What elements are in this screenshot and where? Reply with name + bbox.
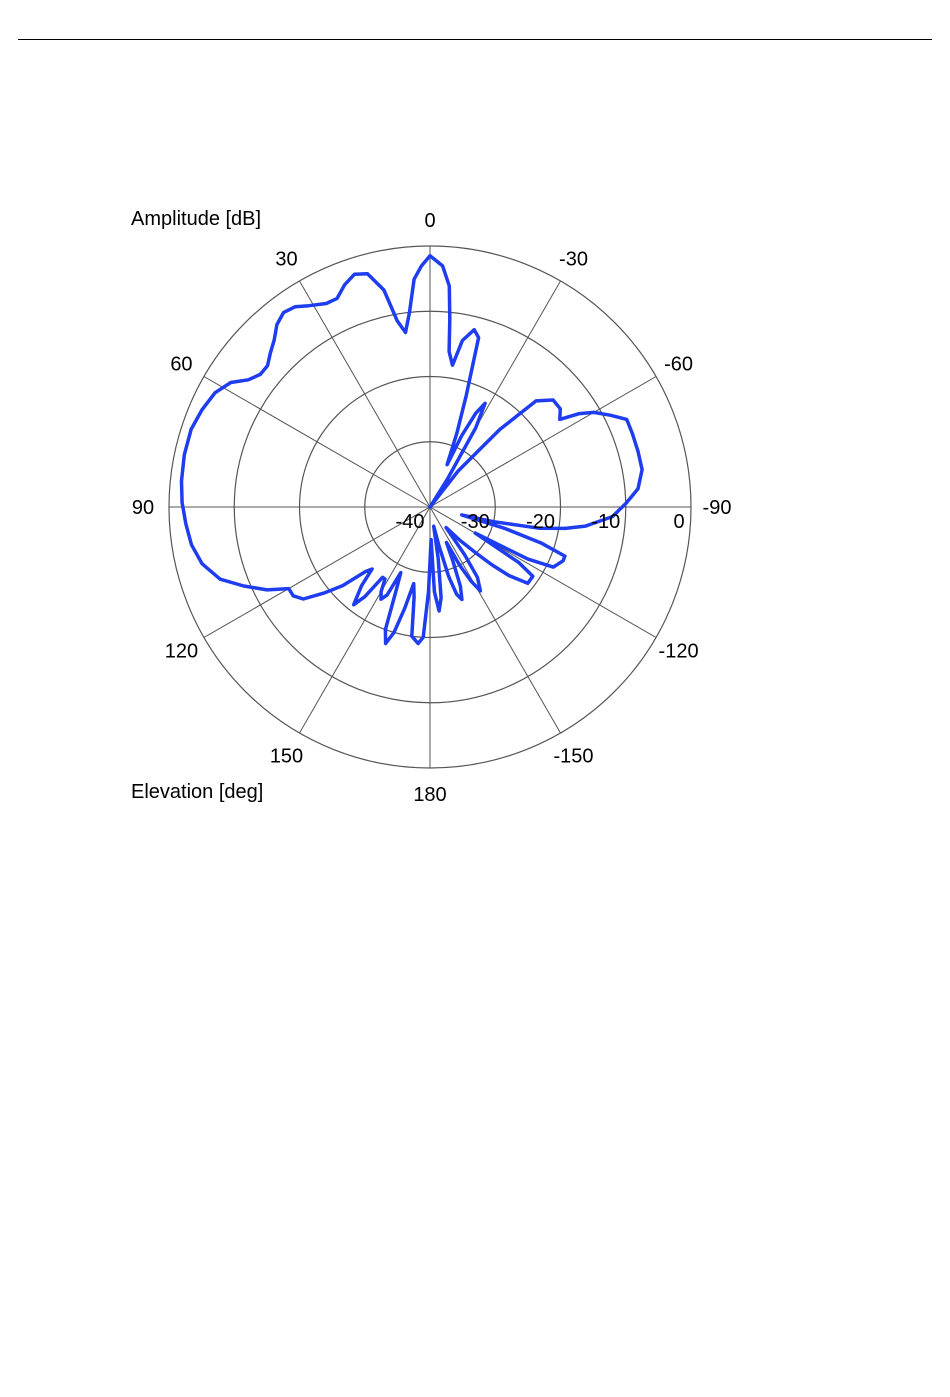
angle-tick-label: -90	[702, 497, 732, 519]
angle-tick-label: 120	[164, 640, 199, 663]
angle-tick-label: -60	[664, 353, 694, 376]
grid-spoke	[430, 377, 656, 508]
radial-tick-label: -20	[526, 511, 555, 533]
radial-axis-label: Amplitude [dB]	[131, 208, 262, 230]
angle-tick-label: 150	[269, 745, 304, 768]
angle-tick-label: 180	[413, 784, 447, 806]
angle-tick-label: 90	[131, 497, 155, 519]
radial-tick-label: -10	[591, 511, 621, 533]
grid-spoke	[300, 507, 431, 733]
angle-tick-label: 0	[424, 210, 436, 232]
angular-axis-label: Elevation [deg]	[131, 781, 264, 803]
angle-tick-label: 30	[275, 248, 298, 271]
angle-tick-label: -30	[559, 248, 588, 271]
grid-spoke	[430, 507, 561, 733]
radial-tick-label: -40	[395, 511, 425, 533]
radial-tick-label: 0	[673, 511, 685, 533]
angle-tick-label: -120	[658, 640, 699, 663]
angle-tick-label: -150	[553, 745, 594, 768]
grid-spoke	[204, 377, 430, 508]
radial-tick-label: -30	[460, 511, 490, 533]
angle-tick-label: 60	[170, 353, 193, 376]
